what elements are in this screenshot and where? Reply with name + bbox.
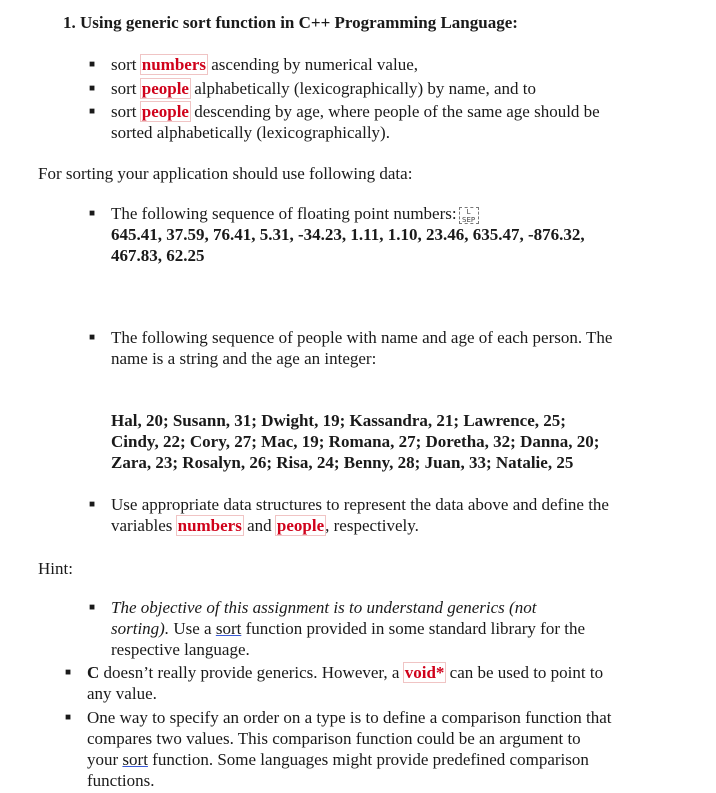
list-item-sort-people-age: ■ sort people descending by age, where people of the same age should be sorted alphabetically (lexicographically). (89, 102, 600, 142)
people-values-line-1: Hal, 20; Susann, 31; Dwight, 19; Kassandra, 21; Lawrence, 25; (111, 411, 566, 430)
square-bullet-icon: ■ (89, 106, 96, 117)
list-item-floats: ■ The following sequence of floating point numbers: L SEP 645.41, 37.59, 76.41, 5.31, -34.23, 1.11, 1.10, 23.46, 635.47, -876.32, 467.83, 62.25 (89, 204, 585, 265)
list-item-sort-people-name: ■ sort people alphabetically (lexicographically) by name, and to (89, 79, 536, 98)
list-item-structures: ■ Use appropriate data structures to represent the data above and define the variables numbers and people, respectively. (89, 495, 609, 535)
hint-item-c-generics: ■ C doesn’t really provide generics. However, a void* can be used to point to any value. (65, 663, 604, 703)
float-values-line-1: 645.41, 37.59, 76.41, 5.31, -34.23, 1.11, 1.10, 23.46, 635.47, -876.32, (111, 225, 585, 244)
people-values (111, 410, 599, 473)
hint-label: Hint: (38, 559, 73, 578)
term-people: people (141, 79, 189, 98)
hint-item-objective: ■ The objective of this assignment is to understand generics (not sorting). Use a sort function provided in some standard library for the respective language. (89, 598, 586, 659)
term-people: people (141, 102, 189, 121)
list-item-sort-numbers: ■ sort numbers ascending by numerical value, (89, 55, 418, 74)
sort-link[interactable]: sort (122, 750, 148, 769)
square-bullet-icon: ■ (65, 667, 72, 678)
list-item-people: ■ The following sequence of people with name and age of each person. The name is a string and the age an integer: (89, 328, 613, 368)
square-bullet-icon: ■ (89, 499, 96, 510)
term-void-pointer: void* (404, 663, 445, 682)
section-heading: 1. Using generic sort function in C++ Programming Language: (63, 13, 518, 32)
people-values-line-3: Zara, 23; Rosalyn, 26; Risa, 24; Benny, 28; Juan, 33; Natalie, 25 (111, 453, 574, 472)
square-bullet-icon: ■ (89, 208, 96, 219)
square-bullet-icon: ■ (89, 83, 96, 94)
square-bullet-icon: ■ (89, 602, 96, 613)
term-numbers: numbers (141, 55, 206, 74)
term-numbers: numbers (177, 516, 242, 535)
square-bullet-icon: ■ (89, 59, 96, 70)
square-bullet-icon: ■ (89, 332, 96, 343)
square-bullet-icon: ■ (65, 712, 72, 723)
term-people: people (276, 516, 325, 535)
float-values-line-2: 467.83, 62.25 (111, 246, 205, 265)
hint-item-comparison: ■ One way to specify an order on a type is to define a comparison function that compares two values. This comparison function could be an argument to your sort function. Some languages might provide predefined comparison functions. (65, 708, 612, 790)
separator-glyph-icon: L SEP (459, 207, 479, 224)
data-intro: For sorting your application should use following data: (38, 164, 413, 183)
people-values-line-2: Cindy, 22; Cory, 27; Mac, 19; Romana, 27; Doretha, 32; Danna, 20; (111, 432, 600, 451)
sort-link[interactable]: sort (215, 619, 242, 638)
